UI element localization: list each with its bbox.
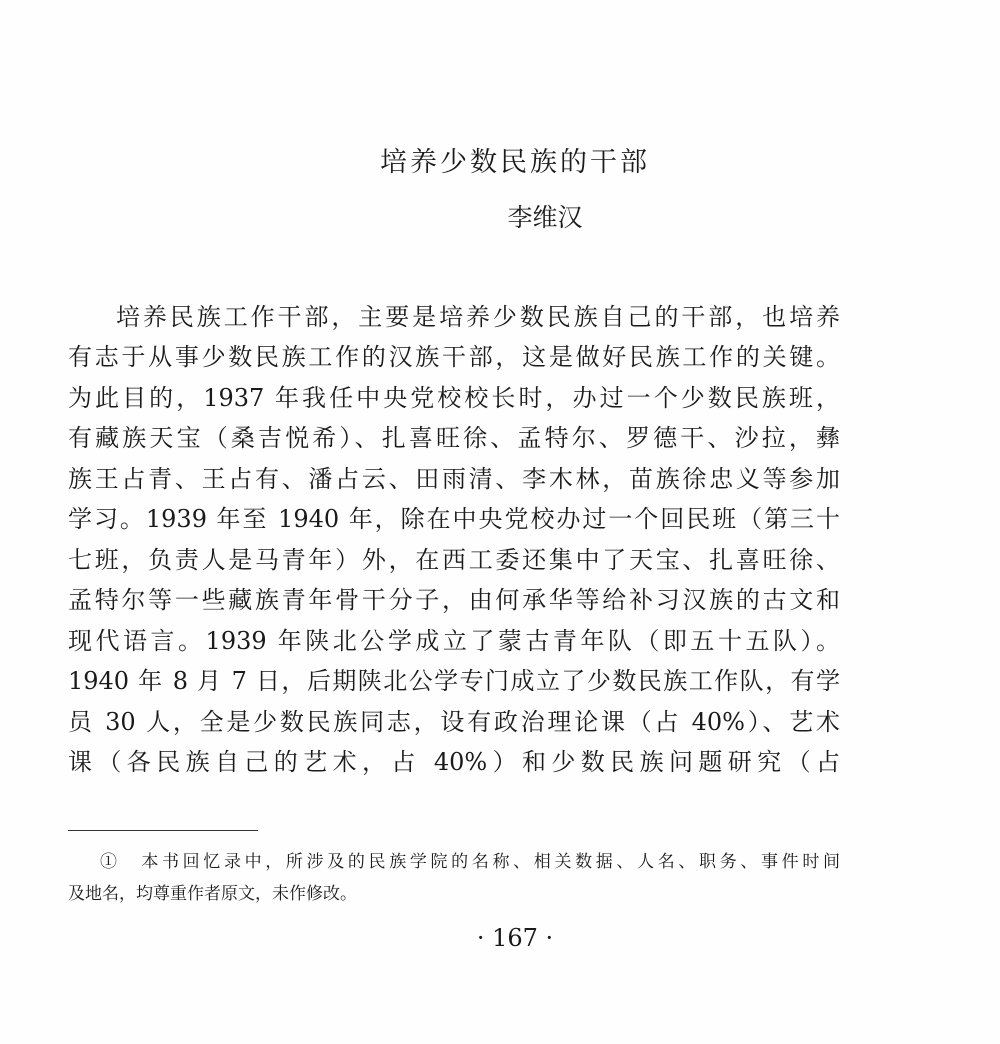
body-line: 族王占青、王占有、潘占云、田雨清、李木林，苗族徐忠义等参加: [68, 465, 840, 493]
footnote-line: 及地名，均尊重作者原文，未作修改。: [68, 884, 357, 904]
footnote-line: ① 本书回忆录中，所涉及的民族学院的名称、相关数据、人名、职务、事件时间: [100, 852, 840, 872]
body-line: 培养民族工作干部，主要是培养少数民族自己的干部，也培养: [116, 303, 840, 331]
body-line: 现代语言。1939 年陕北公学成立了蒙古青年队（即五十五队）。: [68, 627, 840, 655]
body-line: 七班，负责人是马青年）外，在西工委还集中了天宝、扎喜旺徐、: [68, 546, 840, 574]
body-line: 员 30 人，全是少数民族同志，设有政治理论课（占 40%）、艺术: [68, 708, 840, 736]
footnote-divider: [68, 830, 258, 831]
body-line: 孟特尔等一些藏族青年骨干分子，由何承华等给补习汉族的古文和: [68, 586, 840, 614]
body-line: 课（各民族自己的艺术，占 40%）和少数民族问题研究（占: [68, 748, 840, 776]
body-line: 为此目的，1937 年我任中央党校校长时，办过一个少数民族班，: [68, 384, 840, 412]
body-line: 有藏族天宝（桑吉悦希）、扎喜旺徐、孟特尔、罗德干、沙拉，彝: [68, 424, 840, 452]
body-line: 1940 年 8 月 7 日，后期陕北公学专门成立了少数民族工作队，有学: [68, 667, 840, 695]
page-number: · 167 ·: [476, 924, 554, 952]
body-line: 有志于从事少数民族工作的汉族干部，这是做好民族工作的关键。: [68, 343, 840, 371]
body-line: 学习。1939 年至 1940 年，除在中央党校办过一个回民班（第三十: [68, 505, 840, 533]
article-title: 培养少数民族的干部: [380, 147, 650, 178]
author-name: 李维汉: [507, 203, 583, 232]
